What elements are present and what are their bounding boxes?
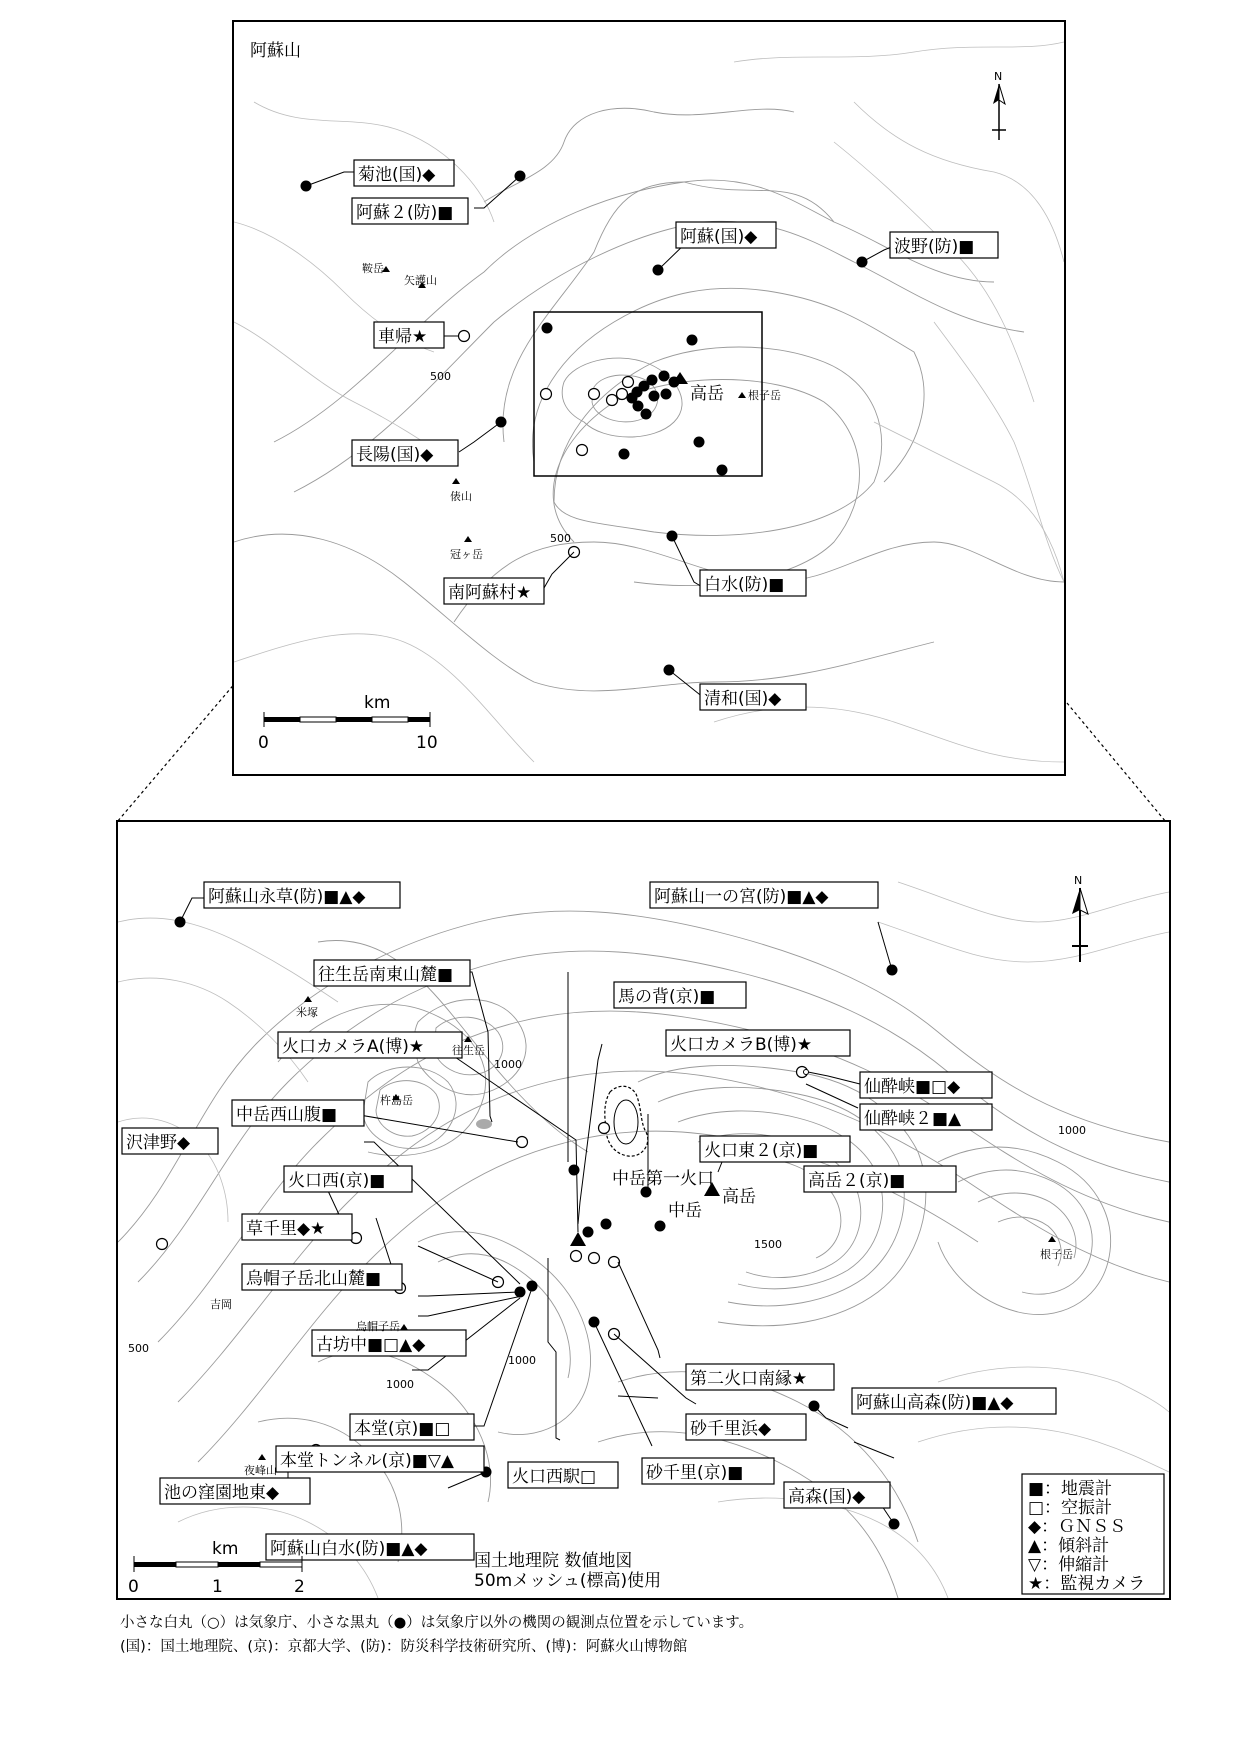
label-ichinomiya: 阿蘇山一の宮(防)■▲◆ xyxy=(654,887,829,907)
credit-line2: 50mメッシュ(標高)使用 xyxy=(474,1571,662,1591)
label-sawatsuno: 沢津野◆ xyxy=(126,1133,191,1153)
credit-line1: 国土地理院 数値地図 xyxy=(474,1551,633,1571)
label-kako-nishi: 火口西(京)■ xyxy=(288,1171,386,1191)
legend xyxy=(1022,1474,1164,1594)
svg-text:N: N xyxy=(994,70,1003,83)
label-aso-koku: 阿蘇(国)◆ xyxy=(680,227,758,247)
label-kikuchi: 菊池(国)◆ xyxy=(358,165,436,185)
overview-leader-lines xyxy=(306,172,894,698)
inset-area-rect xyxy=(534,312,762,476)
label-camera-b: 火口カメラB(博)★ xyxy=(670,1035,813,1055)
svg-text:根子岳: 根子岳 xyxy=(1040,1248,1073,1261)
svg-text:吉岡: 吉岡 xyxy=(210,1298,232,1311)
label-kako-higashi2: 火口東２(京)■ xyxy=(704,1141,819,1161)
label-eboshi-n: 烏帽子岳北山麓■ xyxy=(246,1269,382,1289)
svg-text:矢護山: 矢護山 xyxy=(404,274,437,287)
svg-text:俵山: 俵山 xyxy=(450,490,472,503)
legend-infrasound: □：空振計 xyxy=(1028,1498,1113,1518)
label-takamori-bo: 阿蘇山高森(防)■▲◆ xyxy=(856,1393,1014,1413)
north-arrow xyxy=(992,70,1006,140)
svg-text:0: 0 xyxy=(258,733,269,753)
label-kako-nishi-eki: 火口西駅□ xyxy=(512,1467,597,1487)
overview-station-labels xyxy=(352,160,998,710)
label-aso2: 阿蘇２(防)■ xyxy=(356,203,454,223)
label-feature-nakadake: 中岳 xyxy=(668,1201,702,1221)
svg-text:0: 0 xyxy=(128,1577,139,1597)
label-hano: 波野(防)■ xyxy=(894,237,975,257)
overview-station-markers xyxy=(301,171,868,676)
overview-title: 阿蘇山 xyxy=(250,41,301,61)
overview-map-svg xyxy=(234,22,1064,774)
svg-text:km: km xyxy=(212,1539,239,1559)
svg-text:杵島岳: 杵島岳 xyxy=(380,1094,413,1107)
detail-map-svg xyxy=(118,822,1169,1598)
label-nakadake-crater1: 中岳第一火口 xyxy=(612,1169,714,1189)
detail-north-arrow xyxy=(1072,874,1088,962)
overview-contours xyxy=(234,42,1064,762)
svg-text:1000: 1000 xyxy=(494,1058,522,1071)
label-feature-takadake: 高岳 xyxy=(722,1187,756,1207)
svg-text:1000: 1000 xyxy=(508,1354,536,1367)
overview-takadake-label: 高岳 xyxy=(690,384,724,404)
label-shirakawa-bo: 阿蘇山白水(防)■▲◆ xyxy=(270,1539,428,1559)
svg-text:冠ヶ岳: 冠ヶ岳 xyxy=(450,548,483,561)
label-umanose: 馬の背(京)■ xyxy=(618,987,716,1007)
svg-text:2: 2 xyxy=(294,1577,305,1597)
label-sunasenrigahama: 砂千里浜◆ xyxy=(690,1419,772,1439)
svg-text:往生岳: 往生岳 xyxy=(452,1044,485,1057)
label-kurumagaeri: 車帰★ xyxy=(378,327,428,347)
svg-text:米塚: 米塚 xyxy=(296,1006,318,1019)
label-sensuikyo2: 仙酔峡２■▲ xyxy=(864,1109,962,1129)
svg-text:鞍岳: 鞍岳 xyxy=(362,262,384,275)
overview-map xyxy=(232,20,1066,776)
footnote-markers: 小さな白丸（○）は気象庁、小さな黒丸（●）は気象庁以外の機関の観測点位置を示しています。 xyxy=(120,1615,754,1631)
svg-text:N: N xyxy=(1074,874,1083,887)
legend-extensometer: ▽：伸縮計 xyxy=(1028,1555,1110,1575)
label-furubochu: 古坊中■□▲◆ xyxy=(316,1335,426,1355)
svg-text:夜峰山: 夜峰山 xyxy=(244,1464,277,1477)
label-sunasenri: 砂千里(京)■ xyxy=(646,1463,744,1483)
label-takadake2: 高岳２(京)■ xyxy=(808,1171,906,1191)
label-hondo: 本堂(京)■□ xyxy=(354,1419,451,1439)
label-dai2-kako: 第二火口南縁★ xyxy=(690,1369,808,1389)
legend-tiltmeter: ▲：傾斜計 xyxy=(1028,1536,1110,1556)
label-ojodake-se: 往生岳南東山麓■ xyxy=(318,965,454,985)
overview-scale-bar xyxy=(258,693,438,753)
footnote-agencies: (国)：国土地理院、(京)：京都大学、(防)：防災科学技術研究所、(博)：阿蘇火山博物館 xyxy=(120,1639,688,1655)
label-nakadake-w: 中岳西山腹■ xyxy=(236,1105,338,1125)
label-takamori-koku: 高森(国)◆ xyxy=(788,1487,866,1507)
svg-text:500: 500 xyxy=(128,1342,149,1355)
legend-camera: ★：監視カメラ xyxy=(1028,1574,1146,1594)
legend-gnss: ◆：ＧＮＳＳ xyxy=(1028,1517,1127,1537)
label-ikenokubo: 池の窪園地東◆ xyxy=(164,1483,280,1503)
label-kusasenri: 草千里◆★ xyxy=(246,1219,326,1239)
label-choyo: 長陽(国)◆ xyxy=(356,445,434,465)
label-camera-a: 火口カメラA(博)★ xyxy=(282,1037,425,1057)
svg-text:根子岳: 根子岳 xyxy=(748,389,781,402)
label-sensuikyo: 仙酔峡■□◆ xyxy=(864,1077,961,1097)
label-hondo-tunnel: 本堂トンネル(京)■▽▲ xyxy=(280,1451,454,1471)
svg-text:500: 500 xyxy=(550,532,571,545)
svg-text:500: 500 xyxy=(430,370,451,383)
detail-map xyxy=(116,820,1171,1600)
label-shirakawa: 白水(防)■ xyxy=(704,575,785,595)
svg-text:km: km xyxy=(364,693,391,713)
legend-seismometer: ■：地震計 xyxy=(1028,1479,1113,1499)
svg-text:烏帽子岳: 烏帽子岳 xyxy=(356,1320,400,1333)
svg-text:1: 1 xyxy=(212,1577,223,1597)
label-eikusa: 阿蘇山永草(防)■▲◆ xyxy=(208,887,366,907)
svg-text:10: 10 xyxy=(416,733,438,753)
label-seiwa: 清和(国)◆ xyxy=(704,689,782,709)
overview-peak-labels xyxy=(362,261,781,561)
svg-text:1000: 1000 xyxy=(1058,1124,1086,1137)
svg-text:1000: 1000 xyxy=(386,1378,414,1391)
svg-text:1500: 1500 xyxy=(754,1238,782,1251)
label-minamiaso: 南阿蘇村★ xyxy=(448,583,532,603)
